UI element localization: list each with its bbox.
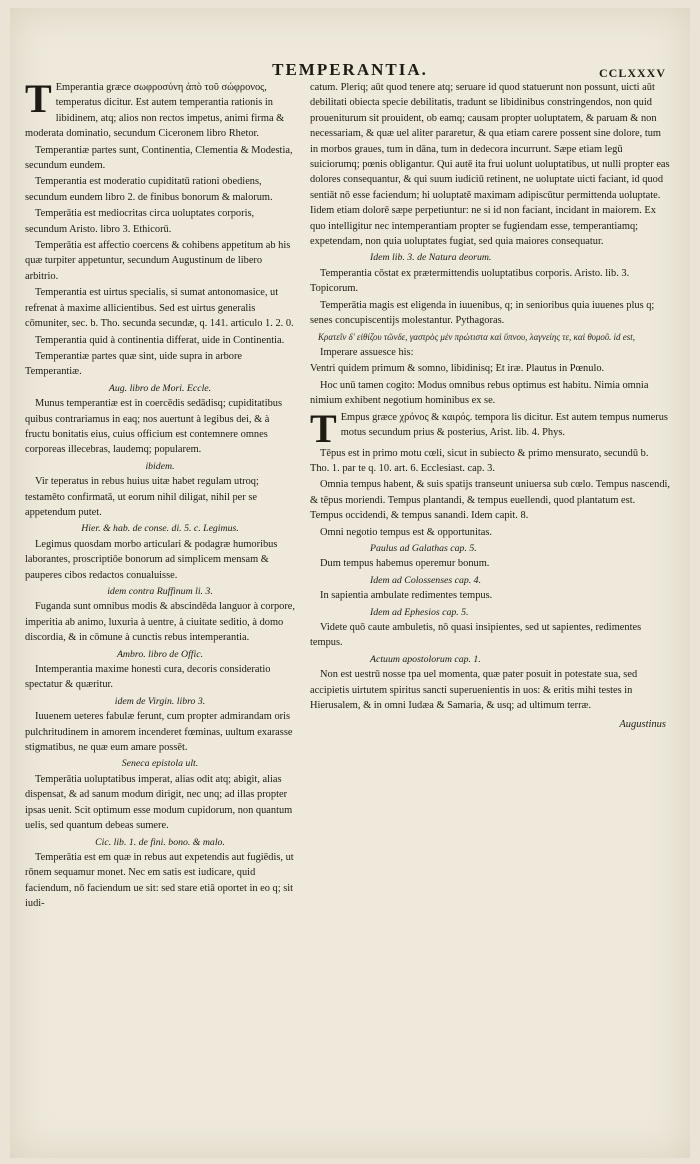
citation: Idem ad Colossenses cap. 4. bbox=[370, 574, 482, 586]
citation: Ambro. libro de Offic. bbox=[116, 648, 204, 660]
drop-capital: T bbox=[25, 76, 52, 121]
drop-capital: T bbox=[310, 405, 337, 451]
paragraph: Hoc unū tamen cogito: Modus omnibus rebus optimus est habitu. Nimia omnia nimium exhibent negotium hominibus ex se. bbox=[310, 379, 649, 407]
paragraph: Imperare assuesce his: bbox=[320, 346, 414, 358]
citation: Idem lib. 3. de Natura deorum. bbox=[370, 252, 492, 264]
paragraph: Videte quō caute ambuletis, nō quasi insipientes, sed ut sapientes, redimentes tempus. bbox=[310, 622, 642, 649]
paragraph: Omni negotio tempus est & opportunitas. bbox=[320, 526, 493, 538]
citation: Paulus ad Galathas cap. 5. bbox=[370, 542, 477, 554]
citation: Seneca epistola ult. bbox=[121, 758, 199, 770]
folio-number: CCLXXXV bbox=[599, 66, 666, 80]
paragraph: Iuuenem ueteres fabulæ ferunt, cum propter admirandam oris pulchritudinem in amorem incenderet fœminas, uultum exarasse stigmatibus, ne quæ eum amare possēt. bbox=[25, 711, 293, 754]
right-column bbox=[310, 80, 670, 733]
running-title: TEMPERANTIA. bbox=[272, 60, 428, 79]
left-column bbox=[25, 76, 296, 913]
paragraph: Temperātia est affectio coercens & cohibens appetitum ab his quæ turpiter appetuntur, secundum Augustinum de libero arbitrio. bbox=[25, 240, 291, 282]
greek-quotation: Κρατεῖν δ' εἰθίζου τῶνδε, γαστρὸς μὲν πρώτιστα καὶ ὕπνου, λαγνείης τε, καὶ θυμοῦ. id est, bbox=[318, 331, 636, 342]
paragraph: Ventri quidem primum & somno, libidinisq; Et iræ. Plautus in Pœnulo. bbox=[310, 363, 605, 375]
citation: Actuum apostolorum cap. 1. bbox=[370, 653, 481, 665]
dropcap-paragraph bbox=[25, 76, 295, 142]
paragraph: Temperantia cōstat ex prætermittendis uoluptatibus corporis. Aristo. lib. 3. Topicorum. bbox=[310, 267, 630, 295]
paragraph: Temperantia quid à continentia differat, uide in Continentia. bbox=[35, 334, 285, 346]
citation: idem de Virgin. libro 3. bbox=[114, 695, 206, 707]
paragraph: Vir teperatus in rebus huius uitæ habet regulam utroq; testamēto confirmatā, ut eorum nihil diligat, nihil per se appetendum putet. bbox=[25, 476, 259, 518]
paragraph: Temperātia est mediocritas circa uoluptates corporis, secundum Aristo. libro 3. Ethicorū. bbox=[25, 208, 255, 235]
paragraph: Fuganda sunt omnibus modis & abscindēda languor à corpore, imperitia ab animo, luxuria à uentre, à ciuitate seditio, à domo discordia, & in cōmune à cunctis rebus intemperantia. bbox=[25, 601, 296, 644]
paragraph: Temperantia est uirtus specialis, si sumat antonomasice, ut refrenat à maxime allicientibus. Sed est uirtus generalis cōmuniter, sec. b. Tho. secunda secundæ, q. 141. articulo 1. 2. 0. bbox=[25, 287, 294, 330]
citation: Hier. & hab. de conse. di. 5. c. Legimus. bbox=[81, 523, 239, 535]
paragraph-text: Empus græce χρόνος & καιρός. tempora lis dicitur. Est autem tempus numerus motus secundum prius & posterius, Arist. lib. 4. Phys. bbox=[340, 411, 668, 438]
paragraph: Temperātia magis est eligenda in iuuenibus, q; in senioribus quia iuuenes plus q; senes concupiscentijs molestantur. Pythagoras. bbox=[310, 299, 655, 327]
paragraph: Dum tempus habemus operemur bonum. bbox=[320, 558, 490, 570]
paragraph: Intemperantia maxime honesti cura, decoris consideratio spectatur & quæritur. bbox=[25, 664, 271, 691]
paragraph: Non est uestrū nosse tpa uel momenta, quæ pater posuit in potestate sua, sed accipietis uirtutem spiritus sancti superuenientis in uos: & eritis mihi testes in Hierusalem, & in omni Iudæa & Samaria, & usq; ad ultimum terræ. bbox=[310, 669, 638, 712]
paragraph: Tēpus est in primo motu cœli, sicut in subiecto & primo mensurato, secundū b. Tho. 1. par te q. 10. art. 6. Ecclesiast. cap. 3. bbox=[310, 447, 649, 474]
paragraph: Temperantia est moderatio cupiditatū rationi obediens, secundum eundem libro 2. de finibus bonorum & malorum. bbox=[25, 176, 273, 203]
paragraph: Munus temperantiæ est in coercēdis sedādisq; cupiditatibus quibus contrariamus in eaq; nos auertunt à legibus dei, & à fructu bonitatis eius, cuius officium est contemnere omnes corporeas illecebras, laudemq; popularem. bbox=[25, 398, 283, 456]
citation: ibidem. bbox=[145, 460, 175, 472]
paragraph: Temperātia uoluptatibus imperat, alias odit atq; abigit, alias dispensat, & ad sanum modum dirigit, nec unq; ad illas propter ipsas uenit. Scit optimum esse modum cupidorum, non quantum uelis, sed quantum debeas sumere. bbox=[25, 773, 293, 832]
paragraph: Temperantiæ partes sunt, Continentia, Clementia & Modestia, secundum eundem. bbox=[25, 144, 293, 172]
paragraph: Omnia tempus habent, & suis spatijs transeunt uniuersa sub cœlo. Tempus nascendi, & tēpus moriendi. Tempus plantandi, & tempus euellendi, quod plantatum est. Tempus occidendi, & tempus sanandi. Idem capit. 8. bbox=[310, 479, 670, 522]
catchword: Augustinus bbox=[619, 719, 666, 731]
citation: idem contra Ruffinum li. 3. bbox=[107, 586, 213, 597]
paragraph-text: Emperantia græce σωφροσύνη ἀπὸ τοῦ σώφρονος, temperatus dicitur. Est autem temperantia rationis in libidinem, atq; alios non rectos impetus, animi firma & moderata dominatio, secundum Ciceronem libro Rhetor. bbox=[25, 82, 285, 140]
dropcap-paragraph bbox=[310, 405, 670, 451]
paragraph: In sapientia ambulate redimentes tempus. bbox=[320, 590, 493, 602]
citation: Aug. libro de Mori. Eccle. bbox=[108, 382, 212, 394]
paragraph: Temperantiæ partes quæ sint, uide supra in arbore Temperantiæ. bbox=[25, 350, 243, 378]
paragraph: Temperātia est em quæ in rebus aut expetendis aut fugiēdis, ut rōnem sequamur monet. Nec em satis est iudicare, quid faciendum, nō faciendum ue sit: sed stare etiā oportet in eo q; sit iudi- bbox=[25, 851, 294, 910]
book-page bbox=[10, 8, 690, 1158]
citation: Idem ad Ephesios cap. 5. bbox=[370, 606, 469, 618]
paragraph: Legimus quosdam morbo articulari & podagræ humoribus laborantes, proscriptiōe bonorum ad simplicem mensam & pauperes cibos redactos conualuisse. bbox=[25, 538, 278, 581]
paragraph: catum. Pleriq; aūt quod tenere atq; seruare id quod statuerunt non possunt, uicti aūt debilitati obiecta specie debilitatis, tradunt se libidinibus constringendos, non quid proueniturum sit prouident, ob eamq; causam propter uoluptatem, & paruam & non necessariam, & quæ uel aliter pararetur, & qua etiam carere possent sine dolore, tum in morbos graues, tum in dāna, tum in dedecora incurrunt. Sæpe etiam legū suiciorumq; pœnis obligantur. Qui autē ita frui uolunt uoluptatibus, ut nulli propter eas dolores consequantur, & qui suum iudiciū retinent, ne uoluptate uicti faciant, id quod sentiāt nō esse faciendum; hi uoluptatē maximam adipiscūtur permittenda uoluptate. Iidem etiam dolorē sæpe perpetiuntur: ne si id non faciant, incidant in maiorem. Ex quo intelligitur nec intemperantiam propter se fugiendam esse, temperantiamq; expetendam, non quia uoluptates fugiat, sed quia maiores consequatur. bbox=[310, 82, 670, 248]
citation: Cic. lib. 1. de fini. bono. & malo. bbox=[95, 836, 225, 848]
